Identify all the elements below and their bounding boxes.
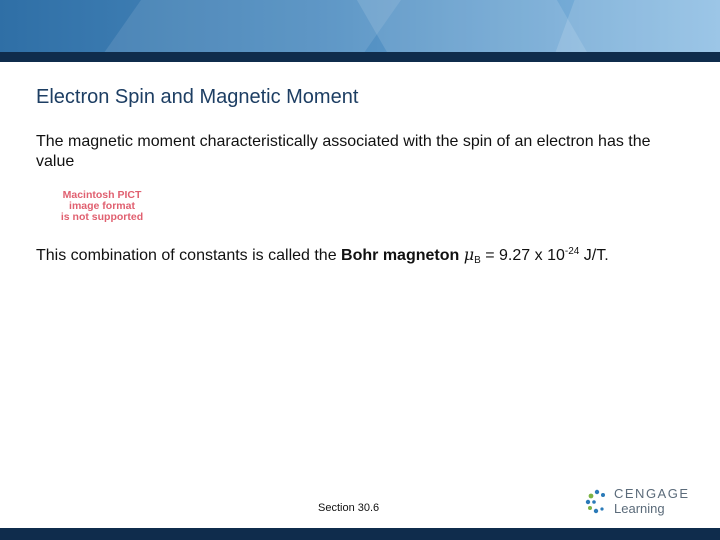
unsupported-image-placeholder <box>52 190 152 223</box>
paragraph-prefix: This combination of constants is called the <box>36 247 342 264</box>
header-banner <box>0 0 720 52</box>
section-label: Section 30.6 <box>318 502 380 514</box>
footer-bar <box>0 528 720 540</box>
bohr-magneton-paragraph <box>36 242 706 271</box>
header-bar <box>0 52 720 62</box>
placeholder-line: Macintosh PICT <box>62 189 142 201</box>
bohr-magneton-term: Bohr magneton <box>341 247 460 264</box>
cengage-logo <box>584 486 694 518</box>
logo-text-learning: Learning <box>614 501 665 516</box>
cengage-dots-icon <box>584 488 610 516</box>
placeholder-line: image format <box>69 200 135 212</box>
logo-text-cengage: CENGAGE <box>614 486 690 501</box>
value-text: = 9.27 x 10 <box>480 247 565 264</box>
unit-text: J/T. <box>579 247 609 264</box>
intro-paragraph: The magnetic moment characteristically associated with the spin of an electron has the value <box>36 133 651 170</box>
mu-subscript: B <box>474 255 481 266</box>
mu-symbol: μ <box>463 245 475 264</box>
exponent: -24 <box>564 246 580 257</box>
placeholder-line: is not supported <box>60 211 144 223</box>
slide-title: Electron Spin and Magnetic Moment <box>36 86 359 108</box>
